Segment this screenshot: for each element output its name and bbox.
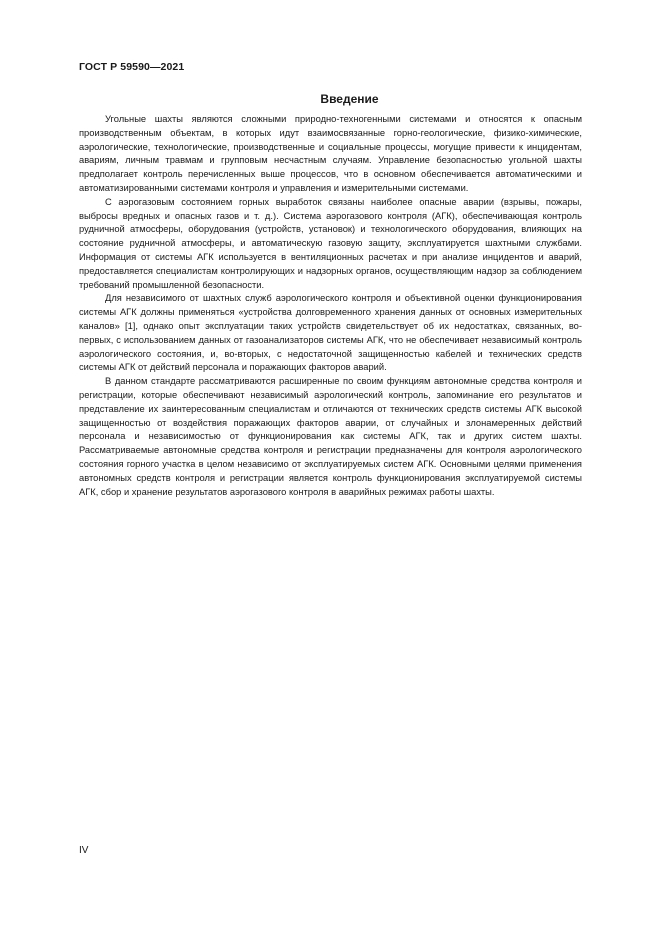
- paragraph-2: С аэрогазовым состоянием горных выработок связаны наиболее опасные аварии (взрывы, пожары, выбросы вредных и опасных газов и т. д.). Система аэрогазового контроля (АГК), обеспечивающая контроль рудничной атмосферы, оборудования (устройств, установок) и технологического оборудования, влияющих на состояние рудничной атмосферы, и автоматическую газовую защиту, эксплуатируется шахтными службами. Информация от системы АГК используется в вентиляционных расчетах и при анализе инцидентов и аварий, предоставляется специалистам контролирующих и надзорных органов, осуществляющим надзор за соблюдением требований промышленной безопасности.: [79, 196, 582, 290]
- section-title: Введение: [320, 92, 379, 106]
- paragraph-1: Угольные шахты являются сложными природно-техногенными системами и относятся к опасным производственным объектам, в которых идут взаимосвязанные горно-геологические, физико-химические, аэрологические, технологические, производственные и социальные процессы, могущие привести к инцидентам, авариям, личным травмам и групповым несчастным случаям. Управление безопасностью угольной шахты предполагает контроль перечисленных выше процессов, что в основном обеспечивается автоматическими и автоматизированными системами контроля и управления и измерительными системами.: [79, 114, 582, 193]
- body-text: [79, 113, 582, 499]
- paragraph-4: В данном стандарте рассматриваются расширенные по своим функциям автономные средства контроля и регистрации, которые обеспечивают независимый аэрологический контроль, запоминание его результатов и представление их заинтересованным специалистам и отличаются от технических средств системы АГК высокой защищенностью от воздействия поражающих факторов аварии, от случайных и злонамеренных действий персонала и независимостью от функционирования как системы АГК, так и других систем шахты. Рассматриваемые автономные средства контроля и регистрации предназначены для контроля аэрологического состояния горного участка в целом независимо от эксплуатируемых систем АГК. Основными целями применения автономных средств контроля и регистрации является контроль функционирования эксплуатируемой системы АГК, сбор и хранение результатов аэрогазового контроля в аварийных режимах работы шахты.: [79, 376, 582, 497]
- document-header: ГОСТ Р 59590—2021: [79, 61, 185, 73]
- paragraph-3: Для независимого от шахтных служб аэрологического контроля и объективной оценки функционирования системы АГК должны применяться «устройства долговременного хранения данных от основных измерительных каналов» [1], однако опыт эксплуатации таких устройств свидетельствует об их недостатках, связанных, во-первых, с использованием данных от газоанализаторов системы АГК, что не обеспечивает независимый контроль аэрологического состояния, и, во-вторых, с недостаточной защищенностью кабелей и технических средств системы АГК от действий персонала и поражающих факторов аварий.: [79, 293, 582, 373]
- page-number: IV: [79, 845, 89, 856]
